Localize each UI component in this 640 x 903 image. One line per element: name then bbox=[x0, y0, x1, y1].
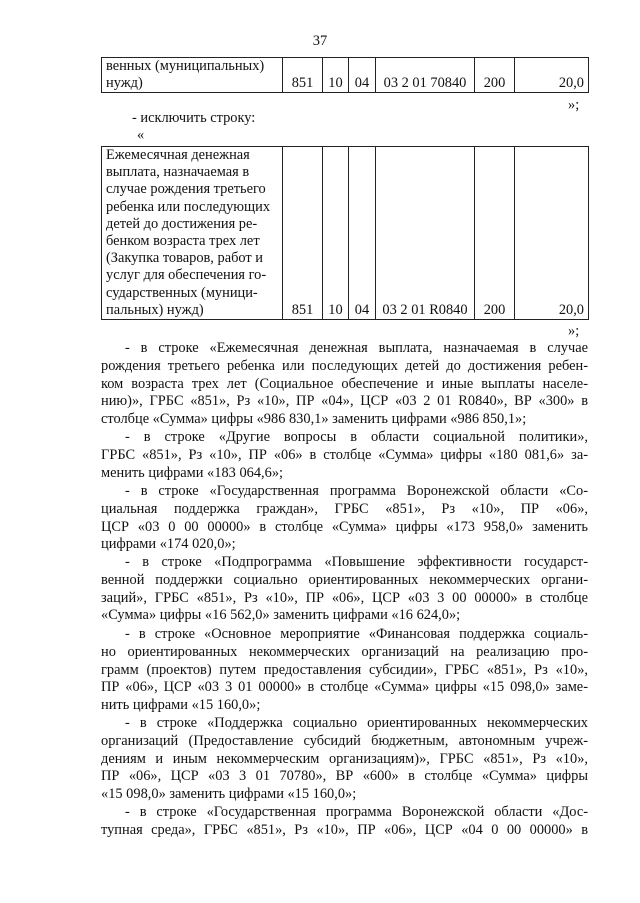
closing-quote: »; bbox=[568, 97, 580, 113]
row-name-line: ребенка или последующих bbox=[106, 198, 271, 215]
amendment-paragraph bbox=[101, 554, 588, 625]
paragraph-line: ком возраста трех лет (Социальное обеспечение и иные выплаты населе- bbox=[101, 375, 588, 392]
paragraph-line: ПР «06», ЦСР «03 3 01 00000» в столбце «Сумма» цифры «15 098,0» заме- bbox=[101, 679, 588, 696]
grbs-cell: 851 bbox=[283, 58, 323, 93]
table-row bbox=[102, 147, 589, 320]
amendment-paragraph bbox=[101, 429, 588, 482]
paragraph-line: ЦСР «03 0 00 00000» в столбце «Сумма» цифры «173 958,0» заменить bbox=[101, 518, 588, 535]
paragraph-line: грамм (проектов) путем предоставления субсидии», ГРБС «851», Рз «10», bbox=[101, 661, 588, 678]
paragraph-line: «Сумма» цифры «16 562,0» заменить цифрами «16 624,0»; bbox=[101, 607, 461, 624]
rz-cell: 10 bbox=[323, 147, 349, 320]
amendment-paragraph bbox=[101, 340, 588, 429]
row-name-line: бенком возраста трех лет bbox=[106, 233, 260, 250]
opening-quote: « bbox=[137, 127, 145, 143]
row-name-line: Ежемесячная денежная bbox=[106, 147, 250, 163]
row-name-line: сударственных (муници- bbox=[106, 284, 258, 301]
paragraph-line: организаций (Предоставление субсидий бюджетным, автономным учреж- bbox=[101, 732, 588, 749]
pr-cell: 04 bbox=[349, 58, 376, 93]
amendment-paragraph bbox=[101, 715, 588, 804]
budget-table-continued bbox=[101, 57, 589, 93]
paragraph-line: ГРБС «851», Рз «10», ПР «06» в столбце «Сумма» цифры «180 081,6» за- bbox=[101, 446, 588, 463]
paragraph-line: нить цифрами «15 160,0»; bbox=[101, 697, 261, 714]
amendment-paragraph bbox=[101, 804, 588, 840]
paragraph-line: ПР «06», ЦСР «03 3 01 70780», ВР «600» в столбце «Сумма» цифры bbox=[101, 768, 588, 785]
paragraph-line: - в строке «Поддержка социально ориентированных некоммерческих bbox=[125, 715, 588, 731]
row-name-line: услуг для обеспечения го- bbox=[106, 267, 267, 284]
row-name-cell bbox=[102, 147, 283, 320]
paragraph-line: венной поддержки социально ориентированных некоммерческих органи- bbox=[101, 571, 588, 588]
row-name-line: (Закупка товаров, работ и bbox=[106, 250, 263, 267]
pr-cell: 04 bbox=[349, 147, 376, 320]
paragraph-line: цифрами «174 020,0»; bbox=[101, 536, 236, 553]
row-name-line: пальных) нужд) bbox=[106, 301, 204, 318]
sum-cell: 20,0 bbox=[515, 147, 589, 320]
paragraph-line: «15 098,0» заменить цифрами «15 160,0»; bbox=[101, 786, 357, 803]
table-row bbox=[102, 58, 589, 93]
paragraph-line: циальная поддержка граждан», ГРБС «851», Рз «10», ПР «06», bbox=[101, 500, 588, 517]
amendment-paragraph bbox=[101, 626, 588, 715]
paragraph-line: - в строке «Подпрограмма «Повышение эффективности государст- bbox=[125, 554, 588, 570]
grbs-cell: 851 bbox=[283, 147, 323, 320]
paragraph-line: нию)», ГРБС «851», Рз «10», ПР «04», ЦСР «03 2 01 R0840», ВР «300» в bbox=[101, 393, 588, 410]
row-name-line: венных (муниципальных) bbox=[106, 58, 265, 74]
paragraph-line: менить цифрами «183 064,6»; bbox=[101, 464, 284, 481]
sum-cell: 20,0 bbox=[515, 58, 589, 93]
row-name-line: случае рождения третьего bbox=[106, 181, 266, 198]
vr-cell: 200 bbox=[475, 58, 515, 93]
paragraph-line: - в строке «Государственная программа Воронежской области «Дос- bbox=[125, 804, 588, 820]
paragraph-line: заций», ГРБС «851», Рз «10», ПР «06», ЦСР «03 3 00 00000» в столбце bbox=[101, 589, 588, 606]
csr-cell: 03 2 01 70840 bbox=[376, 58, 475, 93]
row-name-line: детей до достижения ре- bbox=[106, 215, 258, 232]
paragraph-line: дениям и иным некоммерческим организациям)», ГРБС «851», Рз «10», bbox=[101, 750, 588, 767]
csr-cell: 03 2 01 R0840 bbox=[376, 147, 475, 320]
row-name-cell bbox=[102, 58, 283, 93]
closing-quote: »; bbox=[568, 323, 580, 339]
excluded-row-table bbox=[101, 146, 589, 320]
row-name-line: нужд) bbox=[106, 75, 143, 92]
row-name-line: выплата, назначаемая в bbox=[106, 164, 250, 181]
page-number: 37 bbox=[312, 33, 328, 49]
paragraph-line: - в строке «Другие вопросы в области социальной политики», bbox=[125, 429, 588, 445]
paragraph-line: - в строке «Государственная программа Воронежской области «Со- bbox=[125, 483, 588, 499]
rz-cell: 10 bbox=[323, 58, 349, 93]
paragraph-line: - в строке «Ежемесячная денежная выплата, назначаемая в случае bbox=[125, 340, 588, 356]
paragraph-line: рождения третьего ребенка или последующих детей до достижения ребен- bbox=[101, 357, 588, 374]
exclude-row-label: - исключить строку: bbox=[132, 110, 256, 126]
paragraph-line: но ориентированных некоммерческих организаций на реализацию про- bbox=[101, 643, 588, 660]
vr-cell: 200 bbox=[475, 147, 515, 320]
paragraph-line: тупная среда», ГРБС «851», Рз «10», ПР «06», ЦСР «04 0 00 00000» в bbox=[101, 821, 588, 838]
paragraph-line: столбце «Сумма» цифры «986 830,1» заменить цифрами «986 850,1»; bbox=[101, 411, 527, 428]
amendment-paragraph bbox=[101, 483, 588, 554]
paragraph-line: - в строке «Основное мероприятие «Финансовая поддержка социаль- bbox=[125, 626, 588, 642]
